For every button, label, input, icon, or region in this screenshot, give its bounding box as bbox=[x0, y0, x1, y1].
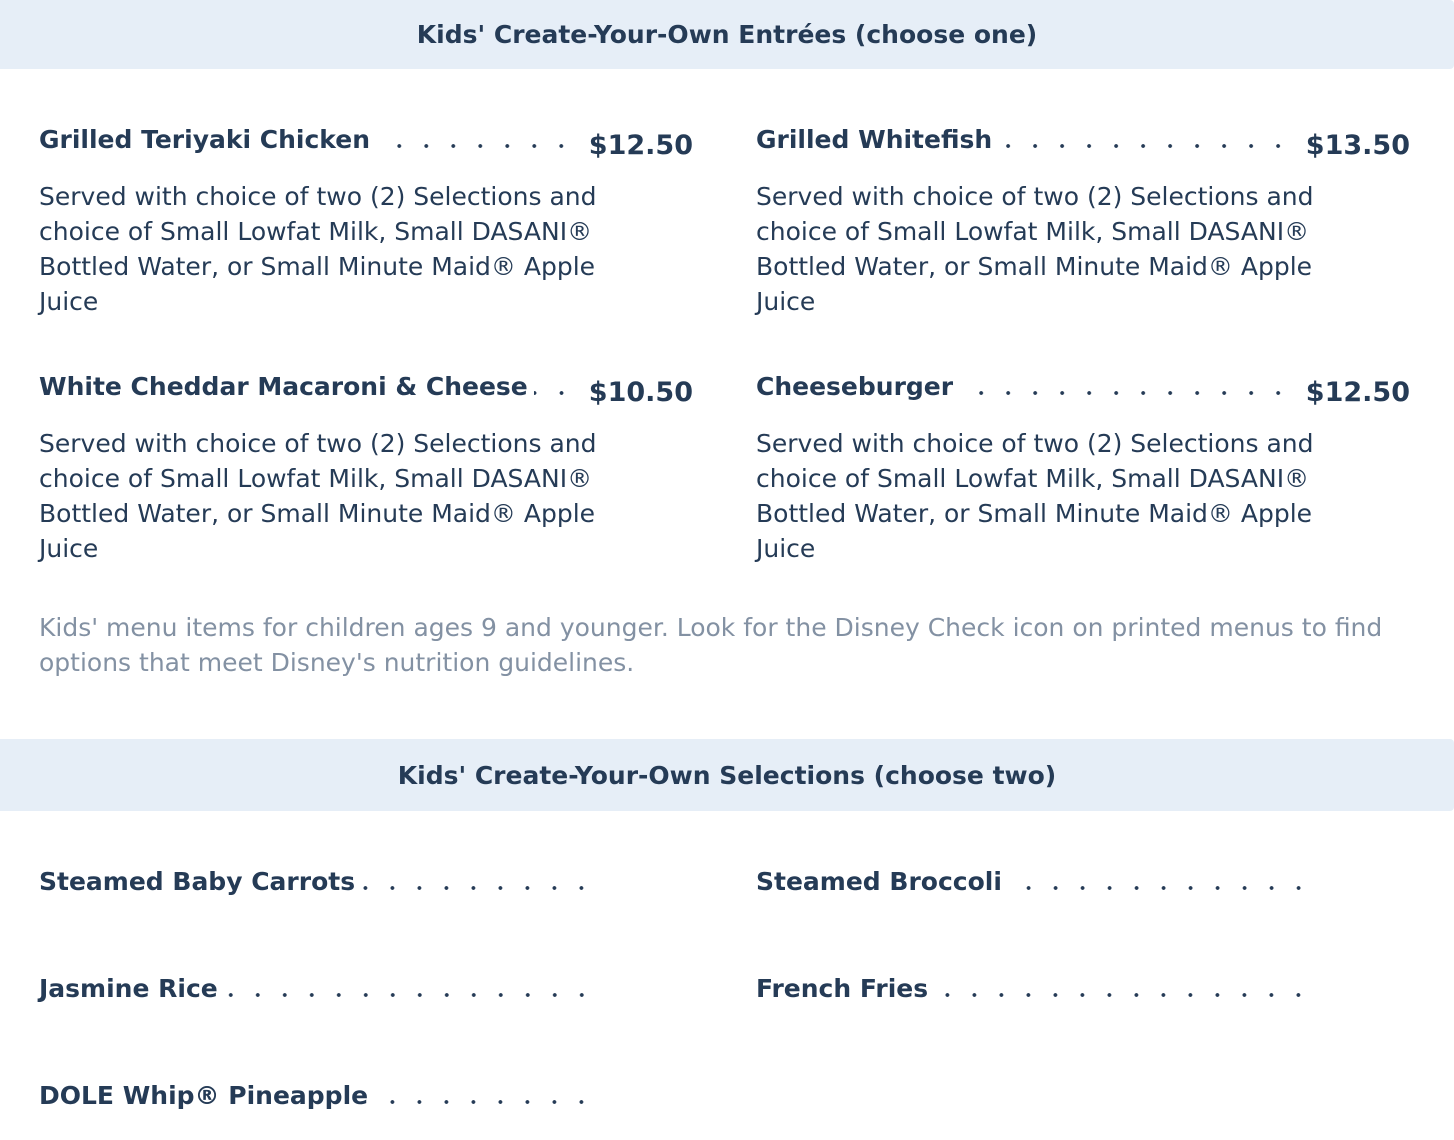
menu-item-name: Grilled Teriyaki Chicken bbox=[39, 125, 371, 154]
menu-item-name: White Cheddar Macaroni & Cheese bbox=[39, 372, 528, 401]
dot-leader bbox=[934, 989, 1312, 1001]
menu-item[interactable] bbox=[39, 371, 693, 566]
selection-item[interactable] bbox=[39, 867, 595, 907]
menu-item-price: $10.50 bbox=[588, 377, 693, 408]
menu-item[interactable] bbox=[39, 124, 693, 319]
selection-item-name: French Fries bbox=[756, 974, 929, 1003]
selection-item-name: Jasmine Rice bbox=[39, 974, 218, 1003]
dot-leader bbox=[1008, 882, 1312, 894]
menu-item-description: Served with choice of two (2) Selections and choice of Small Lowfat Milk, Small DASANI® Bottled Water, or Small Minute Maid® Apple Juice bbox=[756, 182, 1314, 316]
entrees-section-header bbox=[0, 0, 1454, 69]
selection-item-name: Steamed Broccoli bbox=[756, 867, 1002, 896]
kids-menu-note: Kids' menu items for children ages 9 and younger. Look for the Disney Check icon on printed menus to find options that meet Disney's nutrition guidelines. bbox=[39, 613, 1383, 677]
selection-item[interactable] bbox=[39, 1081, 595, 1121]
dot-leader bbox=[361, 882, 595, 894]
menu-item-price: $12.50 bbox=[1305, 377, 1410, 408]
selections-header-title: Kids' Create-Your-Own Selections (choose two) bbox=[397, 760, 1057, 790]
menu-item-description: Served with choice of two (2) Selections and choice of Small Lowfat Milk, Small DASANI® Bottled Water, or Small Minute Maid® Apple Juice bbox=[756, 429, 1314, 563]
entrees-header-title: Kids' Create-Your-Own Entrées (choose one) bbox=[416, 20, 1038, 49]
selection-item[interactable] bbox=[39, 974, 595, 1014]
dot-leader bbox=[998, 140, 1292, 152]
dot-leader bbox=[959, 387, 1292, 399]
menu-item-description: Served with choice of two (2) Selections and choice of Small Lowfat Milk, Small DASANI® Bottled Water, or Small Minute Maid® Apple Juice bbox=[39, 182, 597, 316]
menu-item[interactable] bbox=[756, 371, 1410, 566]
dot-leader bbox=[534, 387, 575, 399]
menu-item-description: Served with choice of two (2) Selections and choice of Small Lowfat Milk, Small DASANI® Bottled Water, or Small Minute Maid® Apple Juice bbox=[39, 429, 597, 563]
dot-leader bbox=[374, 1096, 595, 1108]
dot-leader bbox=[224, 989, 595, 1001]
menu-item-price: $12.50 bbox=[588, 130, 693, 161]
dot-leader bbox=[376, 140, 575, 152]
selections-section-header bbox=[0, 739, 1454, 811]
selection-item[interactable] bbox=[756, 974, 1312, 1014]
menu-item[interactable] bbox=[756, 124, 1410, 319]
menu-item-name: Cheeseburger bbox=[756, 372, 954, 401]
selection-item-name: Steamed Baby Carrots bbox=[39, 867, 356, 896]
selection-item-name: DOLE Whip® Pineapple bbox=[39, 1081, 369, 1110]
menu-item-price: $13.50 bbox=[1305, 130, 1410, 161]
menu-item-name: Grilled Whitefish bbox=[756, 125, 993, 154]
selection-item[interactable] bbox=[756, 867, 1312, 907]
